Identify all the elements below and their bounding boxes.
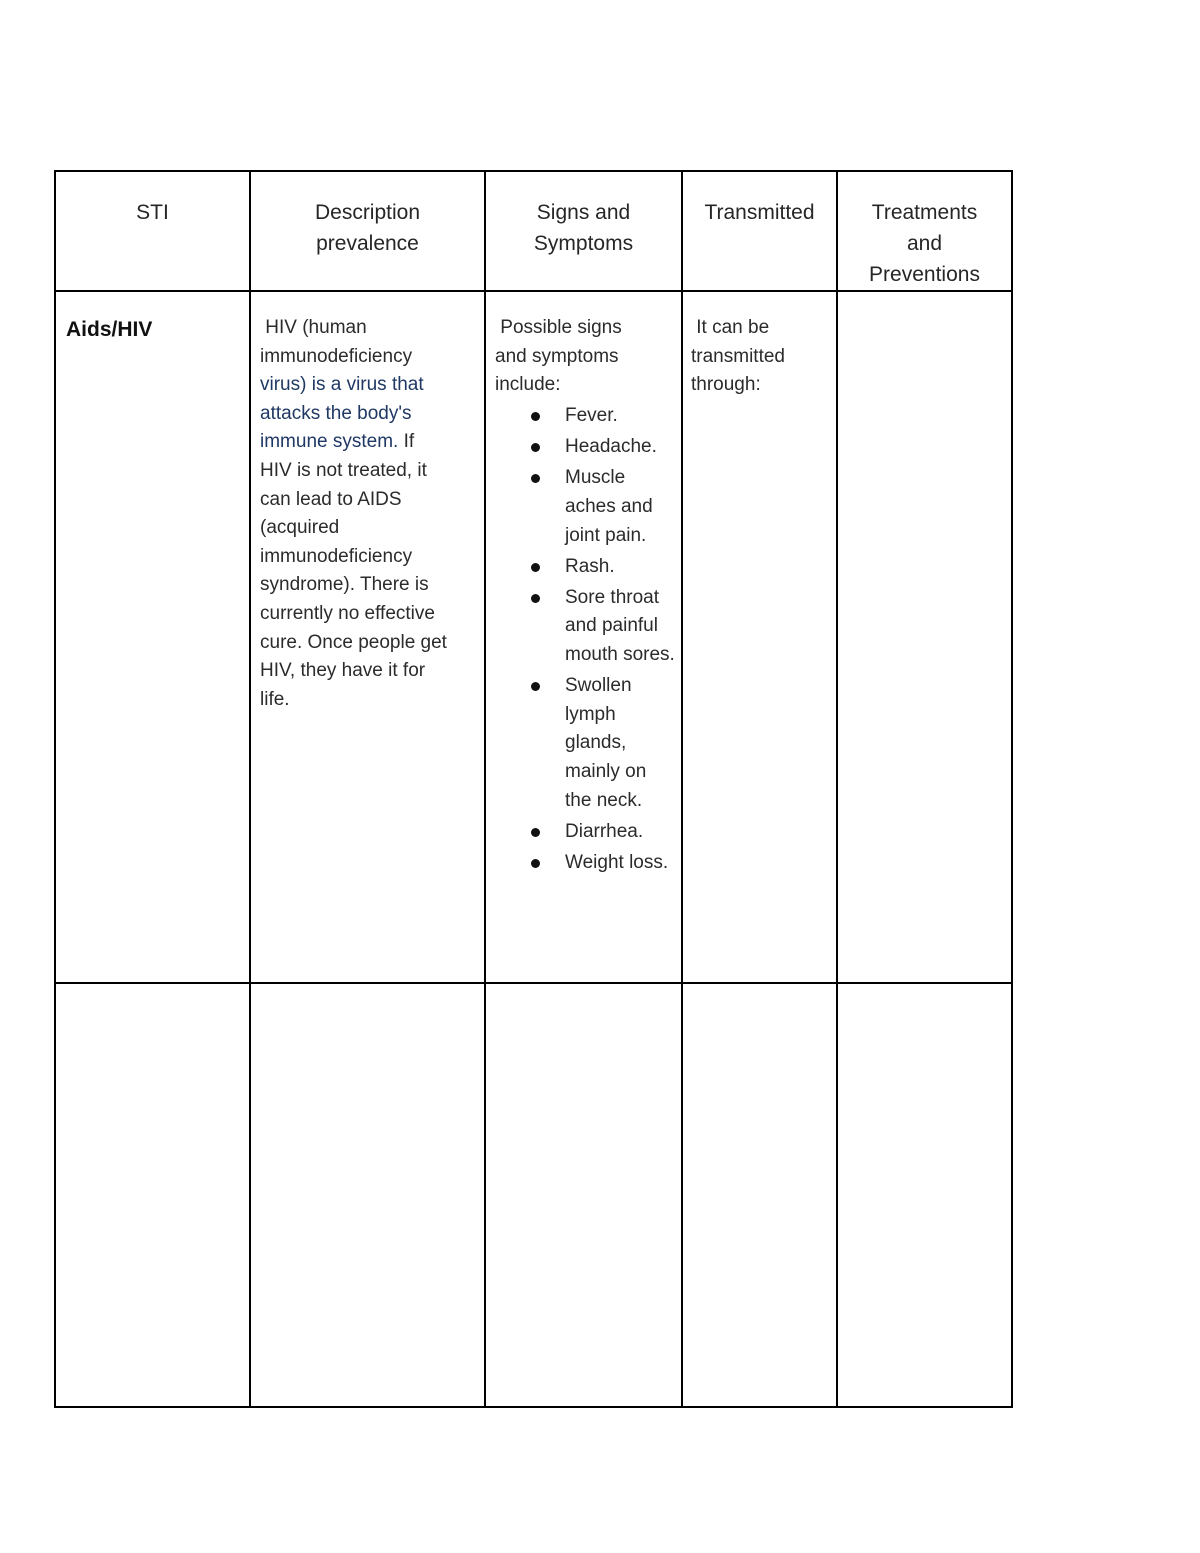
sti-cell: [55, 291, 250, 983]
header-sti-cell: [55, 171, 250, 291]
empty-cell: [55, 983, 250, 1407]
list-item: Weight loss.: [565, 849, 677, 878]
list-item: Fever.: [565, 402, 677, 431]
description-cell: [250, 291, 485, 983]
symptom-list: [495, 402, 677, 877]
table-row: [55, 291, 1012, 983]
list-item: Swollen lymph glands, mainly on the neck.: [565, 672, 677, 815]
description-rest: If HIV is not treated, it can lead to AIDS (acquired immunodeficiency syndrome). There is currently no effective cure. Once people get HIV, they have it for life.: [260, 431, 447, 710]
empty-cell: [485, 983, 682, 1407]
bullet-icon: [531, 412, 540, 421]
description-highlight: virus) is a virus that attacks the body's immune system.: [260, 374, 424, 453]
bullet-icon: [531, 859, 540, 868]
header-signs: Signs and Symptoms: [533, 201, 634, 255]
sti-name: Aids/HIV: [66, 318, 153, 341]
bullet-icon: [531, 563, 540, 572]
sti-table: [54, 170, 1013, 1408]
list-item: Headache.: [565, 433, 677, 462]
header-treatments: Treatments and Preventions: [869, 201, 980, 286]
bullet-icon: [531, 474, 540, 483]
bullet-icon: [531, 443, 540, 452]
table-row-empty: [55, 983, 1012, 1407]
header-sti: STI: [136, 201, 169, 224]
transmitted-cell: [682, 291, 837, 983]
list-item: Rash.: [565, 553, 677, 582]
treatments-cell: [837, 291, 1012, 983]
header-description-cell: [250, 171, 485, 291]
header-transmitted-cell: [682, 171, 837, 291]
description-lead: HIV (human immunodeficiency: [260, 317, 413, 367]
header-treatments-cell: [837, 171, 1012, 291]
empty-cell: [682, 983, 837, 1407]
header-signs-cell: [485, 171, 682, 291]
signs-cell: [485, 291, 682, 983]
empty-cell: [837, 983, 1012, 1407]
header-transmitted: Transmitted: [704, 201, 815, 224]
list-item: Sore throat and painful mouth sores.: [565, 584, 677, 670]
bullet-icon: [531, 594, 540, 603]
transmitted-text: It can be transmitted through:: [691, 317, 785, 396]
description-text: [251, 292, 484, 714]
list-item: Diarrhea.: [565, 818, 677, 847]
bullet-icon: [531, 682, 540, 691]
signs-block: [486, 292, 681, 877]
signs-intro: Possible signs and symptoms include:: [495, 317, 622, 396]
bullet-icon: [531, 828, 540, 837]
header-description: Description prevalence: [314, 201, 421, 255]
list-item: Muscle aches and joint pain.: [565, 464, 677, 550]
empty-cell: [250, 983, 485, 1407]
header-row: [55, 171, 1012, 291]
